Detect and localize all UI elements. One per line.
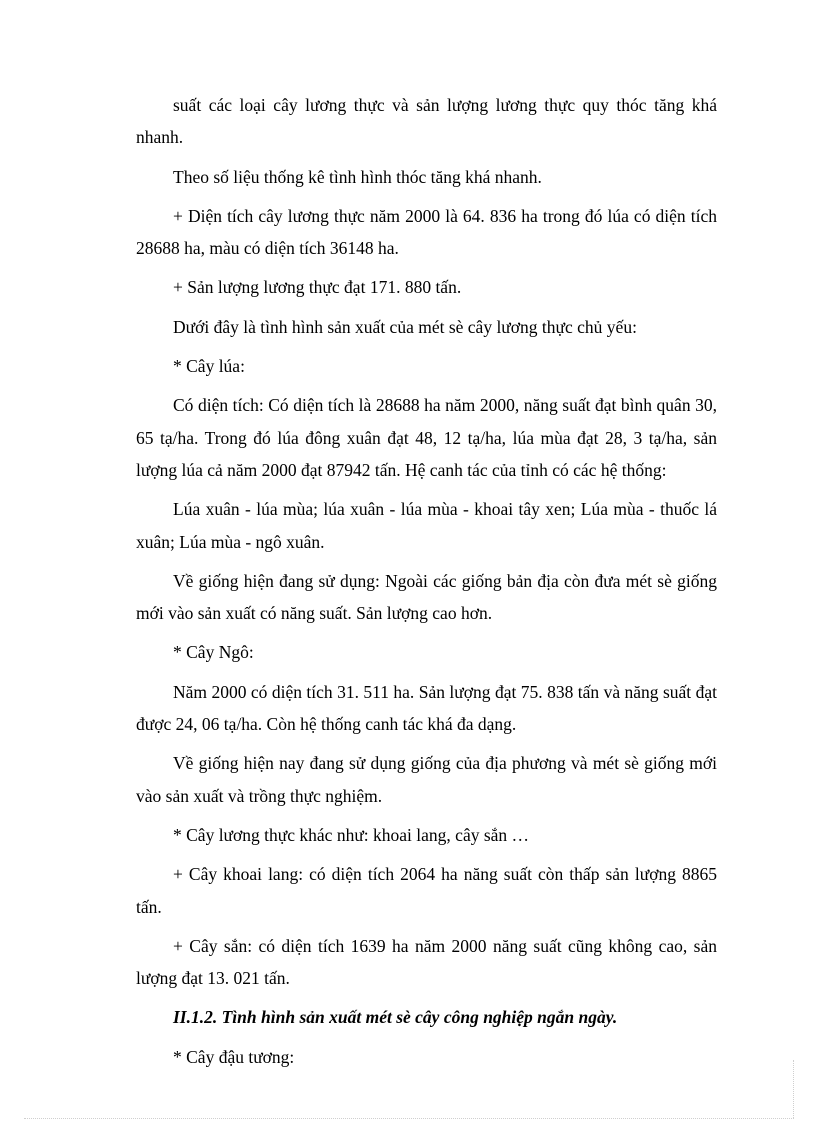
paragraph: + Diện tích cây lương thực năm 2000 là 64. 836 ha trong đó lúa có diện tích 28688 ha, màu có diện tích 36148 ha. [136, 205, 717, 259]
paragraph: * Cây đậu tương: [173, 1046, 295, 1067]
paragraph: Lúa xuân - lúa mùa; lúa xuân - lúa mùa - khoai tây xen; Lúa mùa - thuốc lá xuân; Lúa mùa - ngô xuân. [136, 499, 717, 552]
paragraph: Dưới đây là tình hình sản xuất của mét sè cây lương thực chủ yếu: [173, 316, 637, 337]
page-right-border [793, 1060, 794, 1118]
paragraph: + Cây khoai lang: có diện tích 2064 ha năng suất còn thấp sản lượng 8865 tấn. [136, 864, 717, 917]
paragraph: + Cây sắn: có diện tích 1639 ha năm 2000 năng suất cũng không cao, sản lượng đạt 13. 021 tấn. [136, 935, 717, 989]
page-bottom-border [24, 1118, 794, 1119]
document-body [136, 89, 717, 1080]
paragraph: + Sản lượng lương thực đạt 171. 880 tấn. [173, 277, 462, 298]
paragraph: Năm 2000 có diện tích 31. 511 ha. Sản lượng đạt 75. 838 tấn và năng suất đạt được 24, 06 tạ/ha. Còn hệ thống canh tác khá đa dạng. [136, 681, 717, 735]
paragraph: Về giống hiện đang sử dụng: Ngoài các giống bản địa còn đưa mét sè giống mới vào sản xuất có năng suất. Sản lượng cao hơn. [136, 570, 717, 624]
paragraph: Theo số liệu thống kê tình hình thóc tăng khá nhanh. [173, 166, 542, 187]
paragraph: * Cây Ngô: [173, 642, 254, 663]
section-heading: II.1.2. Tình hình sản xuất mét sè cây công nghiệp ngắn ngày. [173, 1007, 618, 1028]
paragraph: suất các loại cây lương thực và sản lượng lương thực quy thóc tăng khá nhanh. [136, 95, 717, 148]
paragraph: Về giống hiện nay đang sử dụng giống của địa phương và mét sè giống mới vào sản xuất và trồng thực nghiệm. [136, 753, 717, 806]
paragraph: Có diện tích: Có diện tích là 28688 ha năm 2000, năng suất đạt bình quân 30, 65 tạ/ha. Trong đó lúa đông xuân đạt 48, 12 tạ/ha, lúa mùa đạt 28, 3 tạ/ha, sản lượng lúa cả năm 2000 đạt 87942 tấn. Hệ canh tác của tỉnh có các hệ thống: [136, 395, 717, 480]
paragraph: * Cây lương thực khác như: khoai lang, cây sắn … [173, 824, 530, 845]
paragraph: * Cây lúa: [173, 356, 245, 377]
